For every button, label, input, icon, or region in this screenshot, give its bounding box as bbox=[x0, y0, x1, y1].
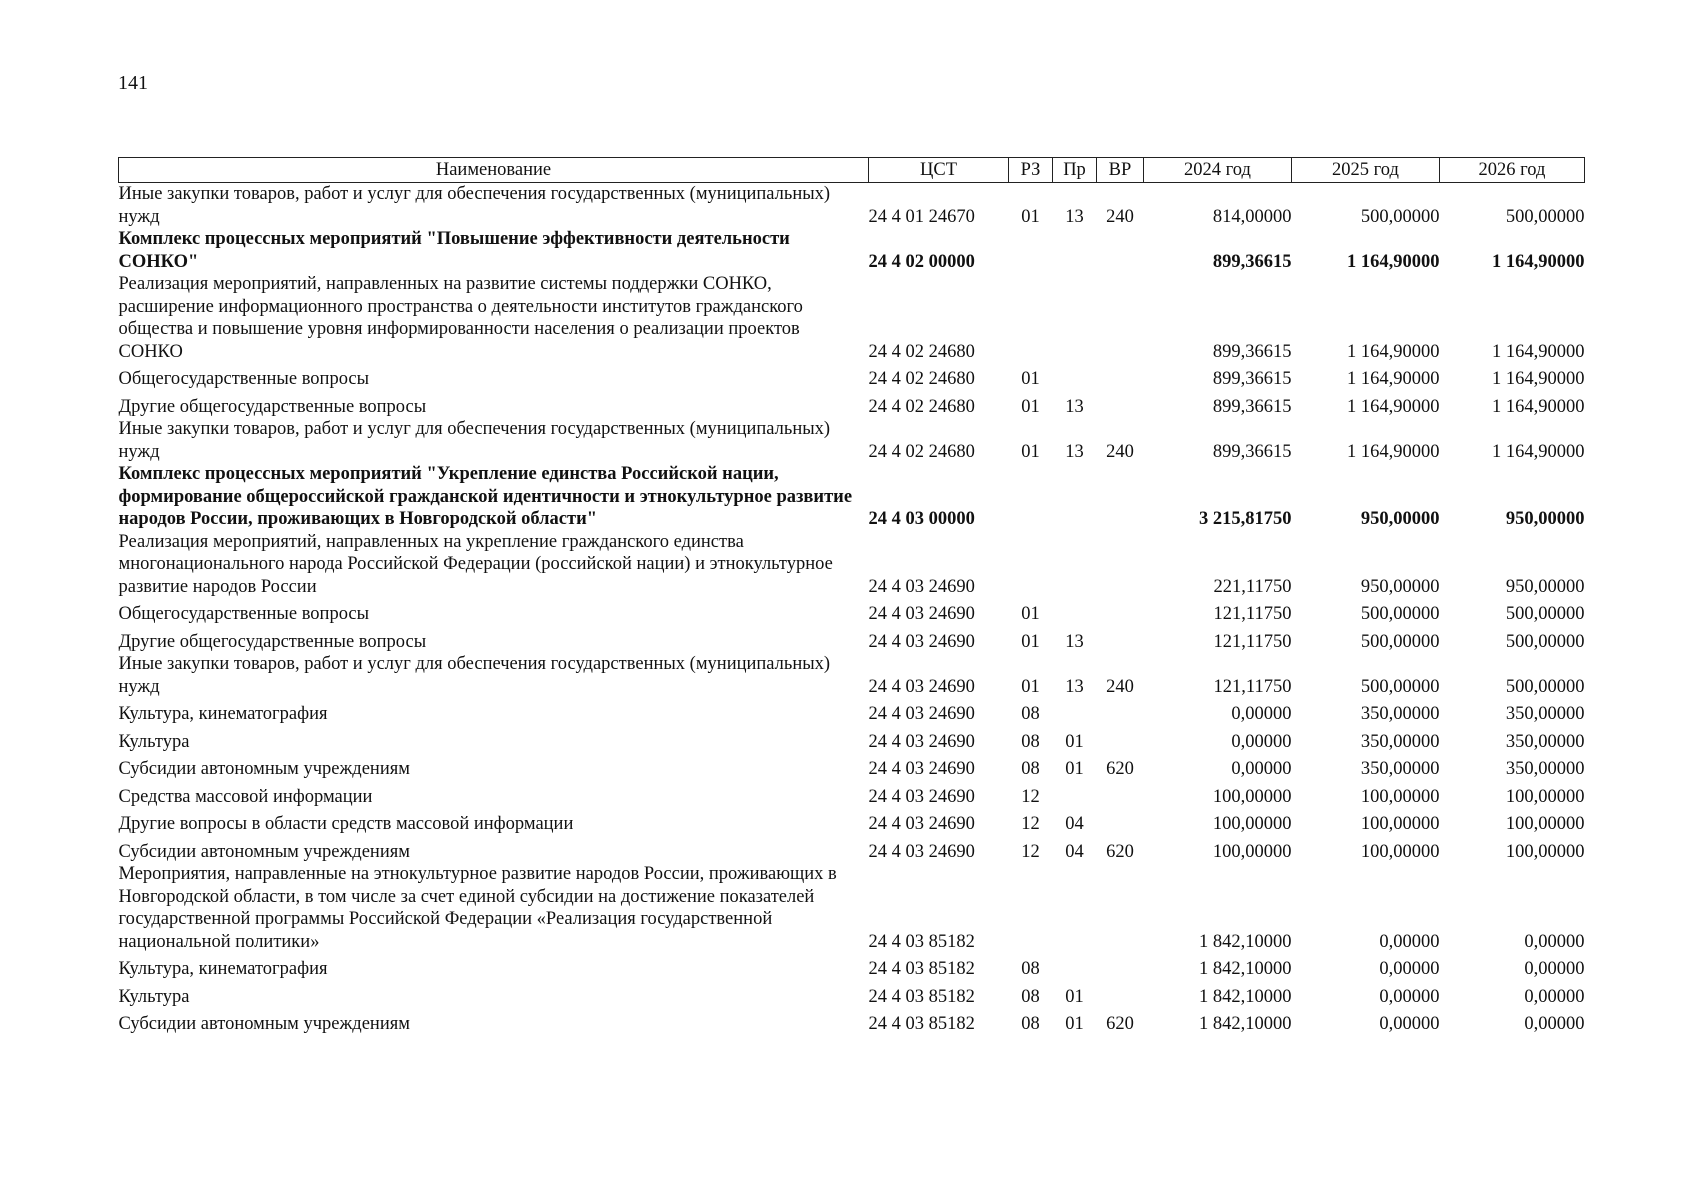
table-row bbox=[119, 753, 1585, 781]
cell-y2026: 100,00000 bbox=[1505, 786, 1585, 807]
cell-cst: 24 4 03 24690 bbox=[868, 576, 975, 597]
cell-y2026: 500,00000 bbox=[1505, 206, 1585, 227]
cell-y2025: 950,00000 bbox=[1360, 576, 1440, 597]
cell-vr bbox=[1097, 808, 1144, 836]
table-row bbox=[119, 598, 1585, 626]
cell-y2025: 950,00000 bbox=[1360, 509, 1440, 529]
cell-y2024: 814,00000 bbox=[1212, 206, 1292, 227]
cell-cst: 24 4 03 24690 bbox=[868, 676, 975, 697]
cell-name: Комплекс процессных мероприятий "Укрепление единства Российской нации, формирование общероссийской гражданской идентичности и этнокультурное развитие народов России, проживающих в Новгородской области" bbox=[118, 464, 853, 529]
cell-y2024: 899,36615 bbox=[1212, 441, 1292, 462]
cell-y2026: 350,00000 bbox=[1505, 731, 1585, 752]
cell-y2025: 1 164,90000 bbox=[1347, 251, 1440, 272]
cell-rz bbox=[1009, 273, 1053, 363]
cell-y2025: 500,00000 bbox=[1360, 631, 1440, 652]
cell-vr bbox=[1097, 626, 1144, 654]
table-row bbox=[119, 418, 1585, 463]
budget-table bbox=[118, 157, 1585, 1036]
table-row bbox=[119, 781, 1585, 809]
cell-rz: 08 bbox=[1021, 759, 1040, 779]
cell-cst: 24 4 03 24690 bbox=[868, 786, 975, 807]
cell-y2024: 100,00000 bbox=[1212, 786, 1292, 807]
cell-y2024: 100,00000 bbox=[1212, 814, 1292, 834]
cell-name: Иные закупки товаров, работ и услуг для обеспечения государственных (муниципальных) нужд bbox=[118, 419, 831, 462]
cell-name: Другие общегосударственные вопросы bbox=[118, 631, 427, 652]
cell-rz bbox=[1009, 463, 1053, 531]
cell-y2025: 0,00000 bbox=[1379, 1014, 1440, 1034]
table-row bbox=[119, 363, 1585, 391]
cell-y2026: 1 164,90000 bbox=[1492, 441, 1585, 462]
cell-y2025: 1 164,90000 bbox=[1347, 441, 1440, 462]
cell-rz: 12 bbox=[1021, 841, 1040, 862]
cell-pr: 01 bbox=[1065, 731, 1084, 752]
cell-name: Субсидии автономным учреждениям bbox=[118, 841, 410, 862]
cell-vr: 620 bbox=[1106, 759, 1134, 779]
cell-name: Культура bbox=[118, 731, 190, 752]
cell-name: Субсидии автономным учреждениям bbox=[118, 759, 410, 779]
cell-y2026: 0,00000 bbox=[1524, 959, 1585, 979]
cell-y2024: 899,36615 bbox=[1212, 396, 1292, 417]
table-row bbox=[119, 981, 1585, 1009]
cell-y2025: 0,00000 bbox=[1379, 931, 1440, 952]
cell-pr bbox=[1053, 531, 1097, 599]
cell-pr: 01 bbox=[1065, 986, 1084, 1007]
cell-cst: 24 4 03 24690 bbox=[868, 731, 975, 752]
table-row bbox=[119, 391, 1585, 419]
cell-rz: 12 bbox=[1021, 814, 1040, 834]
cell-y2026: 100,00000 bbox=[1505, 841, 1585, 862]
cell-rz: 08 bbox=[1021, 704, 1040, 724]
cell-y2025: 100,00000 bbox=[1360, 814, 1440, 834]
table-row bbox=[119, 626, 1585, 654]
cell-vr: 240 bbox=[1106, 676, 1134, 697]
table-body bbox=[119, 183, 1585, 1036]
cell-pr bbox=[1053, 463, 1097, 531]
cell-y2025: 0,00000 bbox=[1379, 986, 1440, 1007]
cell-name: Субсидии автономным учреждениям bbox=[118, 1014, 410, 1034]
cell-pr: 13 bbox=[1065, 396, 1084, 417]
cell-cst: 24 4 03 85182 bbox=[868, 931, 975, 952]
cell-rz: 01 bbox=[1021, 369, 1040, 389]
cell-cst: 24 4 03 24690 bbox=[868, 704, 975, 724]
cell-name: Общегосударственные вопросы bbox=[118, 604, 370, 624]
cell-vr bbox=[1097, 463, 1144, 531]
cell-pr bbox=[1053, 953, 1097, 981]
cell-vr bbox=[1097, 981, 1144, 1009]
cell-y2024: 1 842,10000 bbox=[1199, 1014, 1292, 1034]
cell-cst: 24 4 03 85182 bbox=[868, 986, 975, 1007]
cell-y2025: 1 164,90000 bbox=[1347, 341, 1440, 362]
cell-name: Другие вопросы в области средств массовой информации bbox=[118, 814, 574, 834]
cell-pr: 04 bbox=[1065, 814, 1084, 834]
cell-y2024: 0,00000 bbox=[1231, 704, 1292, 724]
cell-rz: 08 bbox=[1021, 1014, 1040, 1034]
cell-y2024: 1 842,10000 bbox=[1199, 931, 1292, 952]
cell-rz: 01 bbox=[1021, 206, 1040, 227]
cell-pr bbox=[1053, 363, 1097, 391]
cell-cst: 24 4 03 24690 bbox=[868, 631, 975, 652]
cell-y2025: 350,00000 bbox=[1360, 704, 1440, 724]
cell-y2025: 350,00000 bbox=[1360, 731, 1440, 752]
cell-rz: 01 bbox=[1021, 631, 1040, 652]
cell-y2024: 1 842,10000 bbox=[1199, 959, 1292, 979]
cell-pr: 13 bbox=[1065, 206, 1084, 227]
header-vr: ВР bbox=[1097, 158, 1144, 183]
header-pr: Пр bbox=[1053, 158, 1097, 183]
cell-name: Культура, кинематография bbox=[118, 959, 328, 979]
table-row bbox=[119, 653, 1585, 698]
table-row bbox=[119, 1008, 1585, 1036]
cell-vr bbox=[1097, 781, 1144, 809]
cell-name: Реализация мероприятий, направленных на укрепление гражданского единства многонационального народа Российской Федерации (российской нации) и этнокультурное развитие народов России bbox=[118, 531, 833, 597]
cell-y2026: 1 164,90000 bbox=[1492, 251, 1585, 272]
cell-y2026: 1 164,90000 bbox=[1492, 369, 1585, 389]
cell-y2025: 1 164,90000 bbox=[1347, 369, 1440, 389]
cell-y2026: 500,00000 bbox=[1505, 676, 1585, 697]
cell-rz bbox=[1009, 531, 1053, 599]
cell-rz: 08 bbox=[1021, 731, 1040, 752]
cell-y2024: 3 215,81750 bbox=[1199, 509, 1292, 529]
cell-pr bbox=[1053, 273, 1097, 363]
cell-vr: 620 bbox=[1106, 841, 1134, 862]
cell-vr bbox=[1097, 391, 1144, 419]
table-row bbox=[119, 726, 1585, 754]
table-row bbox=[119, 463, 1585, 531]
header-rz: РЗ bbox=[1009, 158, 1053, 183]
cell-name: Общегосударственные вопросы bbox=[118, 369, 370, 389]
table-row bbox=[119, 836, 1585, 864]
cell-y2025: 500,00000 bbox=[1360, 676, 1440, 697]
cell-name: Комплекс процессных мероприятий "Повышение эффективности деятельности СОНКО" bbox=[118, 229, 790, 272]
cell-pr bbox=[1053, 228, 1097, 273]
cell-cst: 24 4 02 24680 bbox=[868, 341, 975, 362]
cell-vr bbox=[1097, 863, 1144, 953]
cell-rz bbox=[1009, 863, 1053, 953]
cell-pr bbox=[1053, 598, 1097, 626]
cell-cst: 24 4 03 24690 bbox=[868, 841, 975, 862]
cell-name: Мероприятия, направленные на этнокультурное развитие народов России, проживающих в Новгородской области, в том числе за счет единой субсидии на достижение показателей государственной программы Российской Федерации «Реализация государственной национальной политики» bbox=[118, 864, 837, 952]
cell-name: Средства массовой информации bbox=[118, 786, 373, 807]
cell-y2026: 0,00000 bbox=[1524, 931, 1585, 952]
cell-vr bbox=[1097, 531, 1144, 599]
cell-vr bbox=[1097, 228, 1144, 273]
cell-vr bbox=[1097, 598, 1144, 626]
cell-pr bbox=[1053, 781, 1097, 809]
cell-rz: 08 bbox=[1021, 986, 1040, 1007]
cell-y2026: 500,00000 bbox=[1505, 604, 1585, 624]
table-header-row bbox=[119, 158, 1585, 183]
cell-vr bbox=[1097, 953, 1144, 981]
cell-vr bbox=[1097, 726, 1144, 754]
cell-vr: 620 bbox=[1106, 1014, 1134, 1034]
cell-cst: 24 4 03 24690 bbox=[868, 759, 975, 779]
cell-rz bbox=[1009, 228, 1053, 273]
cell-pr: 13 bbox=[1065, 441, 1084, 462]
cell-y2026: 500,00000 bbox=[1505, 631, 1585, 652]
cell-y2025: 1 164,90000 bbox=[1347, 396, 1440, 417]
cell-y2025: 350,00000 bbox=[1360, 759, 1440, 779]
cell-y2026: 350,00000 bbox=[1505, 704, 1585, 724]
cell-vr: 240 bbox=[1106, 441, 1134, 462]
cell-y2026: 950,00000 bbox=[1505, 509, 1585, 529]
cell-y2026: 1 164,90000 bbox=[1492, 396, 1585, 417]
cell-rz: 01 bbox=[1021, 396, 1040, 417]
cell-y2025: 100,00000 bbox=[1360, 841, 1440, 862]
cell-name: Культура, кинематография bbox=[118, 704, 328, 724]
cell-y2024: 899,36615 bbox=[1212, 369, 1292, 389]
cell-cst: 24 4 02 24680 bbox=[868, 396, 975, 417]
cell-vr bbox=[1097, 363, 1144, 391]
cell-y2024: 899,36615 bbox=[1212, 251, 1292, 272]
cell-y2026: 1 164,90000 bbox=[1492, 341, 1585, 362]
cell-y2026: 100,00000 bbox=[1505, 814, 1585, 834]
cell-y2025: 0,00000 bbox=[1379, 959, 1440, 979]
cell-cst: 24 4 03 85182 bbox=[868, 1014, 975, 1034]
cell-y2024: 0,00000 bbox=[1231, 731, 1292, 752]
cell-pr: 13 bbox=[1065, 676, 1084, 697]
table-row bbox=[119, 531, 1585, 599]
table-row bbox=[119, 183, 1585, 229]
cell-pr: 01 bbox=[1065, 1014, 1084, 1034]
cell-y2024: 100,00000 bbox=[1212, 841, 1292, 862]
cell-cst: 24 4 02 24680 bbox=[868, 369, 975, 389]
cell-name: Реализация мероприятий, направленных на развитие системы поддержки СОНКО, расширение информационного пространства о деятельности институтов гражданского общества и повышение уровня информированности населения о реализации проектов СОНКО bbox=[118, 274, 803, 362]
cell-y2024: 1 842,10000 bbox=[1199, 986, 1292, 1007]
cell-vr bbox=[1097, 698, 1144, 726]
header-name: Наименование bbox=[119, 158, 869, 183]
cell-cst: 24 4 02 00000 bbox=[868, 251, 975, 272]
header-2026: 2026 год bbox=[1440, 158, 1585, 183]
cell-pr bbox=[1053, 863, 1097, 953]
table-row bbox=[119, 808, 1585, 836]
header-2025: 2025 год bbox=[1292, 158, 1440, 183]
cell-rz: 12 bbox=[1021, 786, 1040, 807]
cell-y2025: 500,00000 bbox=[1360, 604, 1440, 624]
cell-y2024: 121,11750 bbox=[1213, 631, 1292, 652]
cell-cst: 24 4 03 24690 bbox=[868, 814, 975, 834]
cell-y2024: 221,11750 bbox=[1213, 576, 1292, 597]
cell-name: Другие общегосударственные вопросы bbox=[118, 396, 427, 417]
cell-cst: 24 4 03 85182 bbox=[868, 959, 975, 979]
cell-cst: 24 4 03 00000 bbox=[868, 509, 975, 529]
cell-y2026: 0,00000 bbox=[1524, 986, 1585, 1007]
cell-pr: 04 bbox=[1065, 841, 1084, 862]
table-row bbox=[119, 228, 1585, 273]
page-number: 141 bbox=[118, 72, 148, 94]
cell-pr bbox=[1053, 698, 1097, 726]
cell-cst: 24 4 03 24690 bbox=[868, 604, 975, 624]
table-row bbox=[119, 273, 1585, 363]
cell-y2024: 121,11750 bbox=[1213, 676, 1292, 697]
header-2024: 2024 год bbox=[1144, 158, 1292, 183]
cell-y2026: 350,00000 bbox=[1505, 759, 1585, 779]
table-row bbox=[119, 953, 1585, 981]
cell-pr: 13 bbox=[1065, 631, 1084, 652]
cell-name: Иные закупки товаров, работ и услуг для обеспечения государственных (муниципальных) нужд bbox=[118, 184, 831, 227]
cell-y2024: 899,36615 bbox=[1212, 341, 1292, 362]
header-cst: ЦСТ bbox=[869, 158, 1009, 183]
cell-y2026: 0,00000 bbox=[1524, 1014, 1585, 1034]
cell-cst: 24 4 01 24670 bbox=[868, 206, 975, 227]
cell-cst: 24 4 02 24680 bbox=[868, 441, 975, 462]
cell-y2025: 100,00000 bbox=[1360, 786, 1440, 807]
cell-y2026: 950,00000 bbox=[1505, 576, 1585, 597]
table-row bbox=[119, 698, 1585, 726]
cell-rz: 01 bbox=[1021, 441, 1040, 462]
cell-y2024: 121,11750 bbox=[1213, 604, 1292, 624]
cell-rz: 08 bbox=[1021, 959, 1040, 979]
cell-y2024: 0,00000 bbox=[1231, 759, 1292, 779]
cell-pr: 01 bbox=[1065, 759, 1084, 779]
cell-vr bbox=[1097, 273, 1144, 363]
cell-name: Культура bbox=[118, 986, 190, 1007]
cell-y2025: 500,00000 bbox=[1360, 206, 1440, 227]
cell-rz: 01 bbox=[1021, 676, 1040, 697]
cell-name: Иные закупки товаров, работ и услуг для обеспечения государственных (муниципальных) нужд bbox=[118, 654, 831, 697]
table-row bbox=[119, 863, 1585, 953]
cell-vr: 240 bbox=[1106, 206, 1134, 227]
cell-rz: 01 bbox=[1021, 604, 1040, 624]
